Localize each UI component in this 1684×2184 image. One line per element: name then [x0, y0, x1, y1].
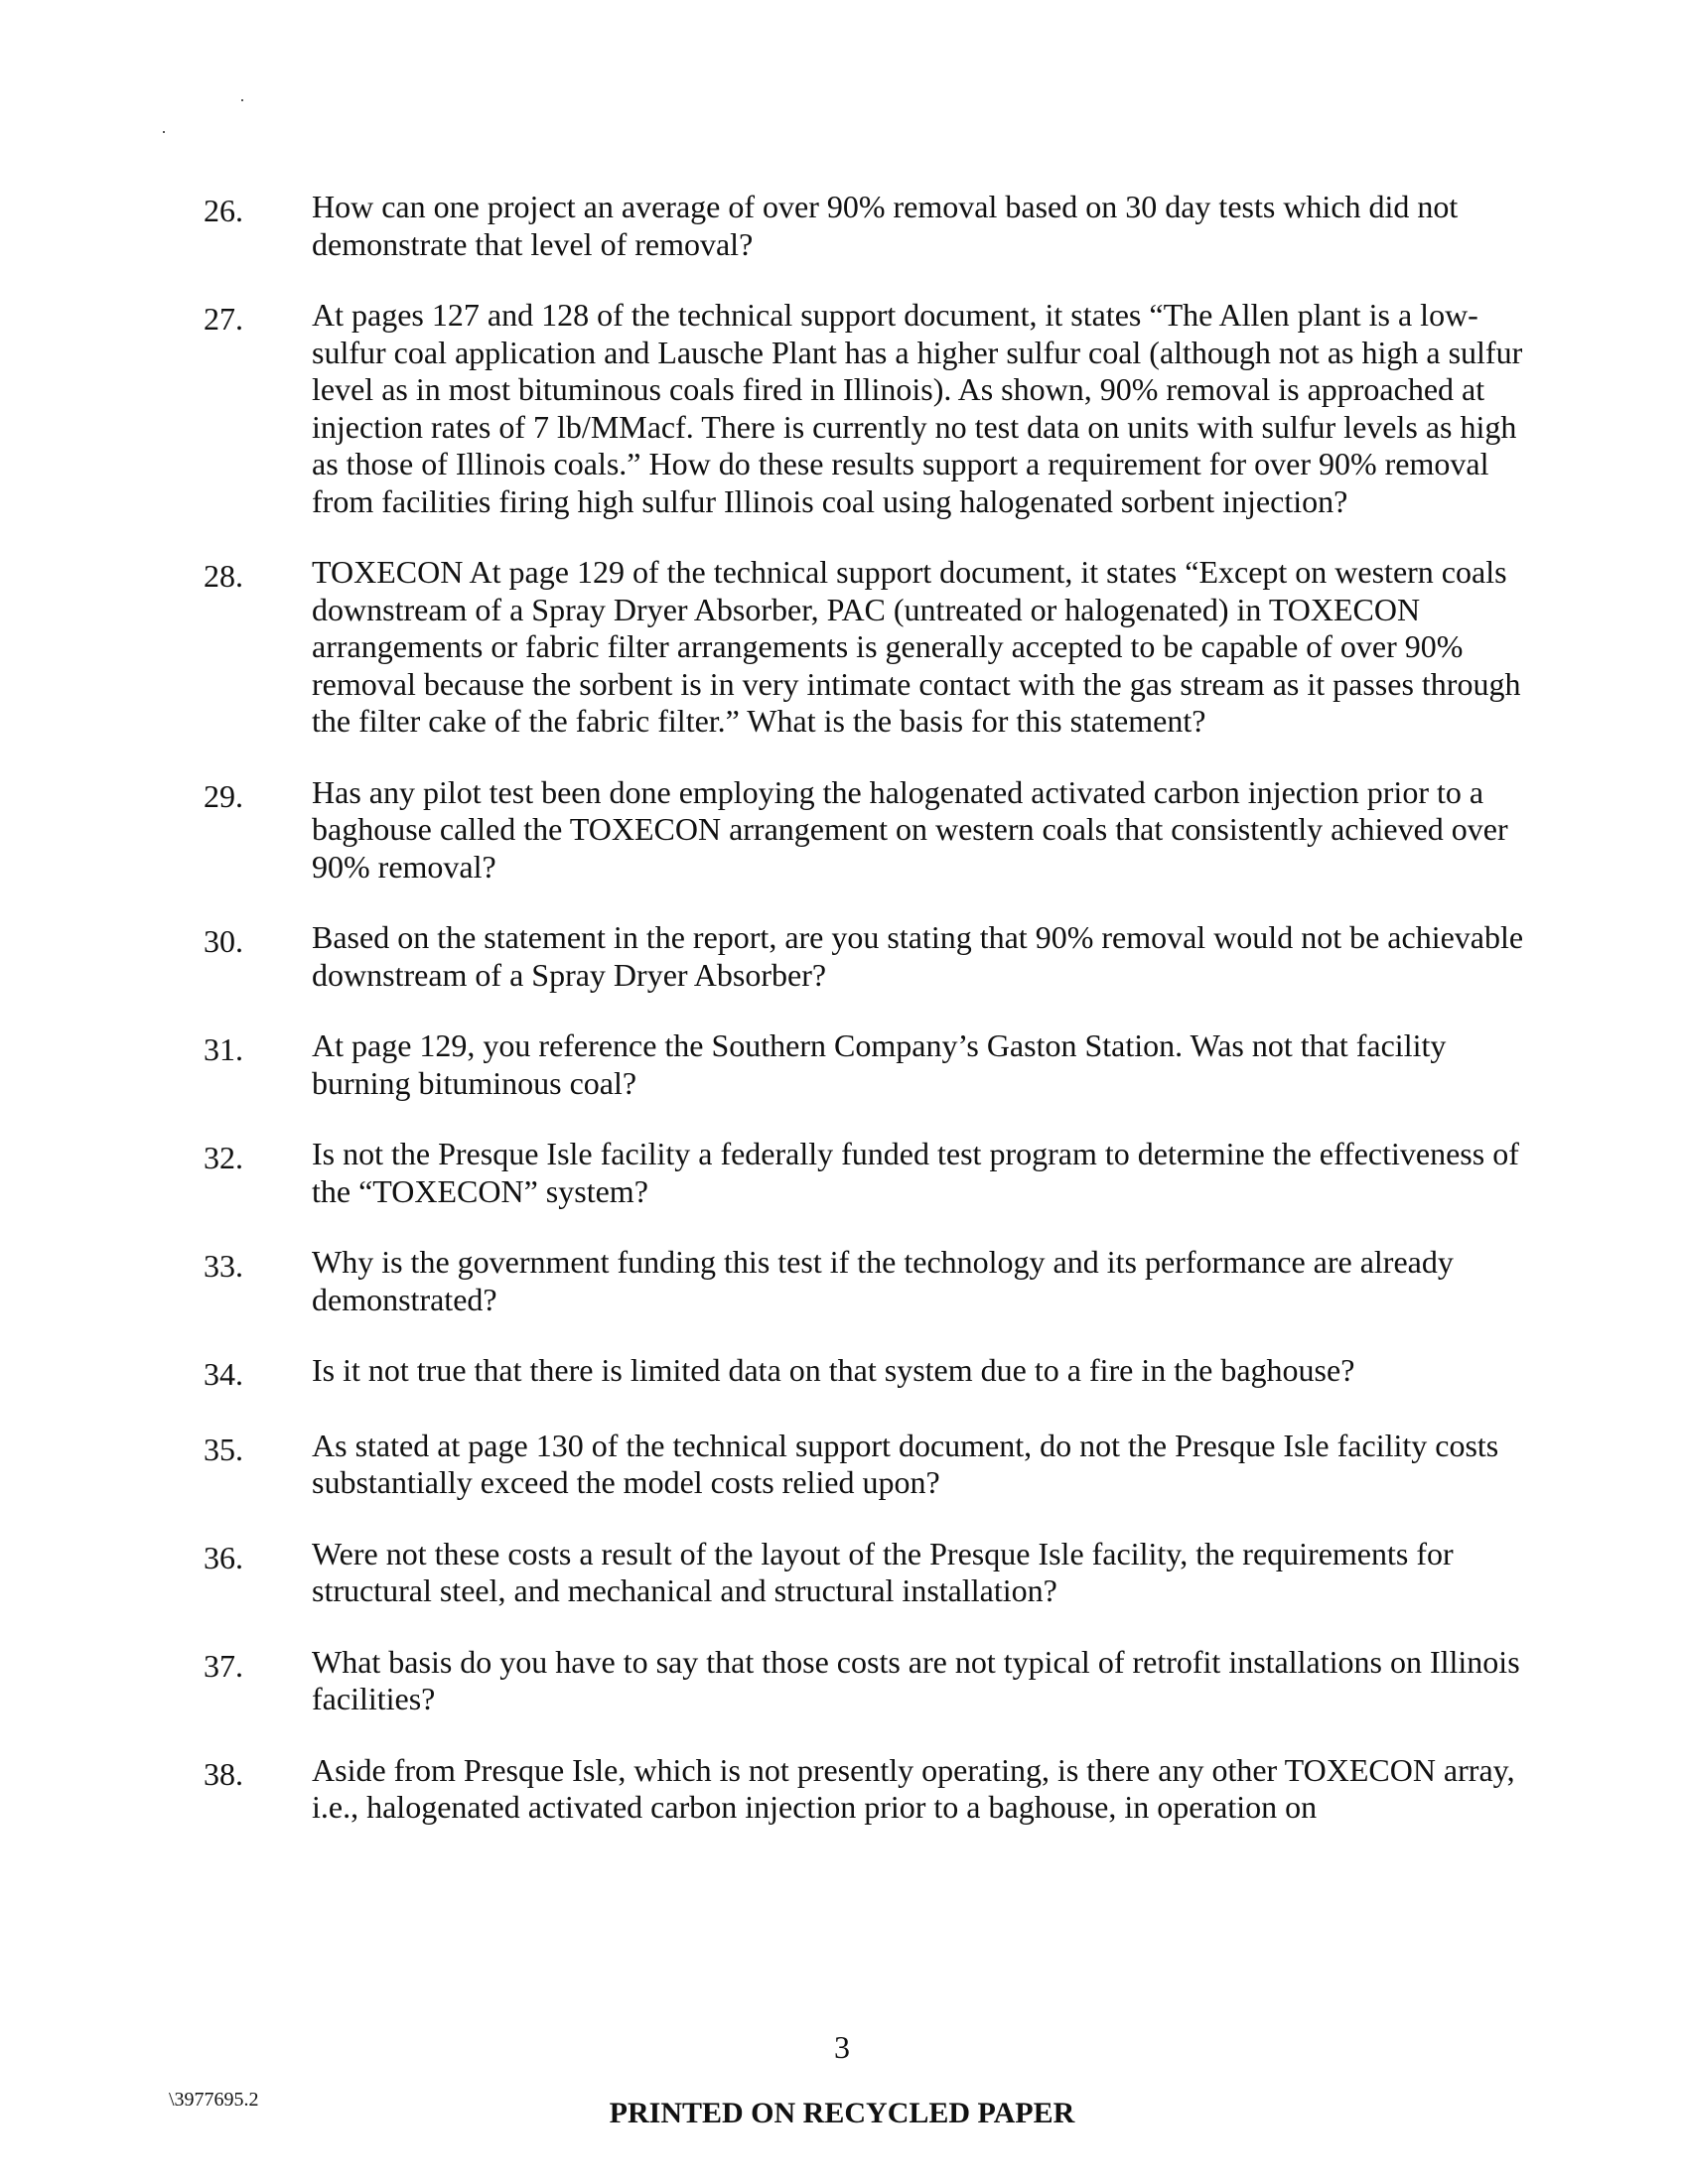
- question-number: 31.: [204, 1031, 243, 1067]
- scan-speck: [163, 131, 165, 133]
- question-number: 29.: [204, 777, 243, 814]
- question-text: How can one project an average of over 90% removal based on 30 day tests which did not demonstrate that level of removal?: [312, 189, 1459, 262]
- question-text: At page 129, you reference the Southern Company’s Gaston Station. Was not that facility burning bituminous coal?: [312, 1027, 1447, 1101]
- question-text: Based on the statement in the report, are you stating that 90% removal would not be achievable downstream of a Spray Dryer Absorber?: [312, 919, 1524, 993]
- question-text: TOXECON At page 129 of the technical support document, it states “Except on western coals downstream of a Spray Dryer Absorber, PAC (untreated or halogenated) in TOXECON arrangements or fabric filter arrangements is generally accepted to be capable of over 90% removal because the sorbent is in very intimate contact with the gas stream as it passes through the filter cake of the fabric filter.” What is the basis for this statement?: [312, 554, 1521, 739]
- question-number: 36.: [204, 1539, 243, 1575]
- question-item: [204, 189, 1524, 263]
- scan-speck: [241, 99, 243, 101]
- question-text: Were not these costs a result of the layout of the Presque Isle facility, the requirements for structural steel, and mechanical and structural installation?: [312, 1535, 1454, 1608]
- question-number: 30.: [204, 923, 243, 959]
- question-item: [204, 1027, 1524, 1102]
- question-item: [204, 1644, 1524, 1718]
- question-item: [204, 1428, 1524, 1502]
- question-text: Why is the government funding this test if the technology and its performance are already demonstrated?: [312, 1244, 1454, 1317]
- question-number: 27.: [204, 301, 243, 337]
- question-text: What basis do you have to say that those costs are not typical of retrofit installations on Illinois facilities?: [312, 1643, 1520, 1716]
- question-item: [204, 919, 1524, 994]
- question-list: [204, 189, 1524, 1860]
- question-item: [204, 1244, 1524, 1318]
- question-item: [204, 1536, 1524, 1610]
- question-text: Has any pilot test been done employing the halogenated activated carbon injection prior to a baghouse called the TOXECON arrangement on western coals that consistently achieved over 90% removal?: [312, 773, 1508, 885]
- question-item: [204, 1752, 1524, 1827]
- page-number: 3: [834, 2029, 850, 2065]
- question-number: 28.: [204, 558, 243, 594]
- question-text: Aside from Presque Isle, which is not presently operating, is there any other TOXECON array, i.e., halogenated activated carbon injection prior to a baghouse, in operation on: [312, 1751, 1515, 1825]
- question-text: Is not the Presque Isle facility a federally funded test program to determine the effectiveness of the “TOXECON” system?: [312, 1136, 1519, 1209]
- question-item: [204, 774, 1524, 887]
- question-number: 33.: [204, 1248, 243, 1284]
- question-number: 26.: [204, 193, 243, 228]
- question-number: 32.: [204, 1140, 243, 1175]
- question-item: [204, 1136, 1524, 1210]
- question-number: 38.: [204, 1755, 243, 1792]
- question-text: At pages 127 and 128 of the technical support document, it states “The Allen plant is a low-sulfur coal application and Lausche Plant has a higher sulfur coal (although not as high a sulfur level as in most bituminous coals fired in Illinois). As shown, 90% removal is approached at injection rates of 7 lb/MMacf. There is currently no test data on units with sulfur levels as high as those of Illinois coals.” How do these results support a requirement for over 90% removal from facilities firing high sulfur Illinois coal using halogenated sorbent injection?: [312, 297, 1523, 519]
- question-text: As stated at page 130 of the technical support document, do not the Presque Isle facility costs substantially exceed the model costs relied upon?: [312, 1427, 1499, 1500]
- question-number: 35.: [204, 1431, 243, 1467]
- question-text: Is it not true that there is limited data on that system due to a fire in the baghouse?: [312, 1352, 1355, 1388]
- question-number: 34.: [204, 1356, 243, 1392]
- recycled-paper-notice: PRINTED ON RECYCLED PAPER: [609, 2097, 1075, 2129]
- question-item: [204, 1352, 1524, 1394]
- question-number: 37.: [204, 1647, 243, 1684]
- question-item: [204, 554, 1524, 741]
- question-item: [204, 297, 1524, 520]
- document-id: \3977695.2: [169, 2089, 259, 2111]
